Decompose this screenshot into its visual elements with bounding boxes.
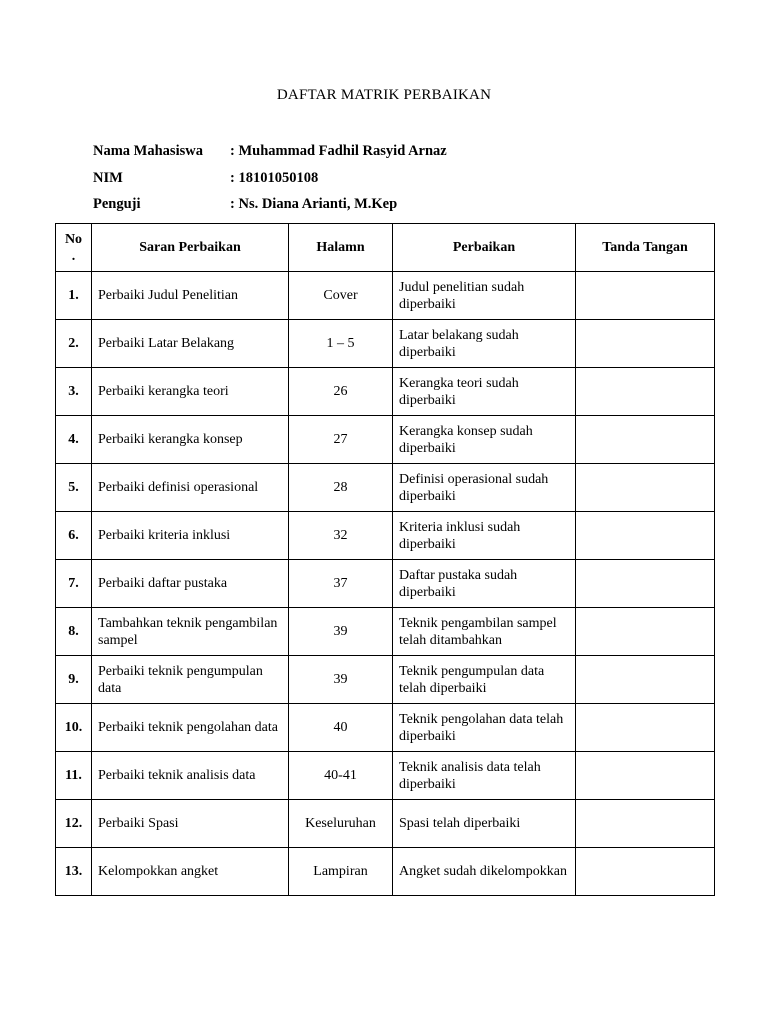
cell-no: 12.	[56, 800, 92, 848]
cell-tanda-tangan	[576, 800, 715, 848]
cell-no: 3.	[56, 368, 92, 416]
penguji-value: : Ns. Diana Arianti, M.Kep	[230, 196, 397, 212]
cell-saran: Perbaiki Spasi	[92, 800, 289, 848]
nama-label: Nama Mahasiswa	[93, 143, 203, 159]
cell-perbaikan: Kerangka teori sudah diperbaiki	[393, 368, 576, 416]
table-row	[56, 848, 715, 896]
cell-tanda-tangan	[576, 320, 715, 368]
table-row	[56, 272, 715, 320]
cell-tanda-tangan	[576, 704, 715, 752]
cell-halaman: 1 – 5	[289, 320, 393, 368]
penguji-label: Penguji	[93, 196, 141, 212]
cell-halaman: Cover	[289, 272, 393, 320]
cell-saran: Perbaiki Latar Belakang	[92, 320, 289, 368]
cell-halaman: 37	[289, 560, 393, 608]
cell-tanda-tangan	[576, 848, 715, 896]
cell-perbaikan: Teknik pengambilan sampel telah ditambahkan	[393, 608, 576, 656]
cell-no: 13.	[56, 848, 92, 896]
revision-matrix-table	[55, 223, 715, 896]
cell-tanda-tangan	[576, 560, 715, 608]
cell-perbaikan: Teknik pengumpulan data telah diperbaiki	[393, 656, 576, 704]
info-row-penguji	[93, 196, 397, 213]
header-halaman: Halamn	[289, 224, 393, 272]
cell-no: 1.	[56, 272, 92, 320]
cell-tanda-tangan	[576, 464, 715, 512]
cell-perbaikan: Latar belakang sudah diperbaiki	[393, 320, 576, 368]
table-header-row	[56, 224, 715, 272]
table-row	[56, 704, 715, 752]
table-row	[56, 464, 715, 512]
cell-saran: Perbaiki Judul Penelitian	[92, 272, 289, 320]
cell-no: 6.	[56, 512, 92, 560]
cell-perbaikan: Kerangka konsep sudah diperbaiki	[393, 416, 576, 464]
cell-perbaikan: Definisi operasional sudah diperbaiki	[393, 464, 576, 512]
header-no: No .	[56, 224, 92, 272]
cell-saran: Perbaiki kerangka konsep	[92, 416, 289, 464]
header-perbaikan: Perbaikan	[393, 224, 576, 272]
cell-saran: Perbaiki teknik pengolahan data	[92, 704, 289, 752]
cell-saran: Perbaiki daftar pustaka	[92, 560, 289, 608]
header-tanda-tangan: Tanda Tangan	[576, 224, 715, 272]
nim-label: NIM	[93, 170, 123, 186]
cell-perbaikan: Judul penelitian sudah diperbaiki	[393, 272, 576, 320]
table-body	[56, 272, 715, 896]
table-row	[56, 512, 715, 560]
cell-halaman: 40-41	[289, 752, 393, 800]
cell-no: 9.	[56, 656, 92, 704]
table-row	[56, 656, 715, 704]
cell-perbaikan: Teknik pengolahan data telah diperbaiki	[393, 704, 576, 752]
info-row-nim	[93, 170, 318, 187]
cell-perbaikan: Angket sudah dikelompokkan	[393, 848, 576, 896]
cell-halaman: Keseluruhan	[289, 800, 393, 848]
cell-tanda-tangan	[576, 608, 715, 656]
cell-halaman: 40	[289, 704, 393, 752]
cell-no: 7.	[56, 560, 92, 608]
cell-halaman: 28	[289, 464, 393, 512]
cell-saran: Perbaiki teknik pengumpulan data	[92, 656, 289, 704]
cell-perbaikan: Teknik analisis data telah diperbaiki	[393, 752, 576, 800]
cell-tanda-tangan	[576, 272, 715, 320]
cell-no: 4.	[56, 416, 92, 464]
table-row	[56, 752, 715, 800]
cell-no: 11.	[56, 752, 92, 800]
cell-perbaikan: Kriteria inklusi sudah diperbaiki	[393, 512, 576, 560]
table-row	[56, 800, 715, 848]
nim-value: : 18101050108	[230, 170, 318, 186]
cell-no: 8.	[56, 608, 92, 656]
cell-halaman: 39	[289, 608, 393, 656]
cell-tanda-tangan	[576, 656, 715, 704]
table-row	[56, 560, 715, 608]
cell-tanda-tangan	[576, 368, 715, 416]
cell-perbaikan: Spasi telah diperbaiki	[393, 800, 576, 848]
header-saran: Saran Perbaikan	[92, 224, 289, 272]
cell-saran: Perbaiki kriteria inklusi	[92, 512, 289, 560]
info-row-nama	[93, 143, 447, 160]
cell-tanda-tangan	[576, 512, 715, 560]
cell-halaman: 39	[289, 656, 393, 704]
cell-saran: Perbaiki definisi operasional	[92, 464, 289, 512]
cell-no: 5.	[56, 464, 92, 512]
cell-saran: Tambahkan teknik pengambilan sampel	[92, 608, 289, 656]
cell-saran: Perbaiki teknik analisis data	[92, 752, 289, 800]
cell-tanda-tangan	[576, 416, 715, 464]
page-title: DAFTAR MATRIK PERBAIKAN	[276, 87, 492, 103]
cell-halaman: Lampiran	[289, 848, 393, 896]
cell-halaman: 26	[289, 368, 393, 416]
table-row	[56, 608, 715, 656]
table-row	[56, 368, 715, 416]
cell-perbaikan: Daftar pustaka sudah diperbaiki	[393, 560, 576, 608]
nama-value: : Muhammad Fadhil Rasyid Arnaz	[230, 143, 447, 159]
cell-halaman: 32	[289, 512, 393, 560]
table-row	[56, 416, 715, 464]
cell-saran: Kelompokkan angket	[92, 848, 289, 896]
table-row	[56, 320, 715, 368]
cell-tanda-tangan	[576, 752, 715, 800]
cell-halaman: 27	[289, 416, 393, 464]
cell-no: 10.	[56, 704, 92, 752]
cell-no: 2.	[56, 320, 92, 368]
cell-saran: Perbaiki kerangka teori	[92, 368, 289, 416]
